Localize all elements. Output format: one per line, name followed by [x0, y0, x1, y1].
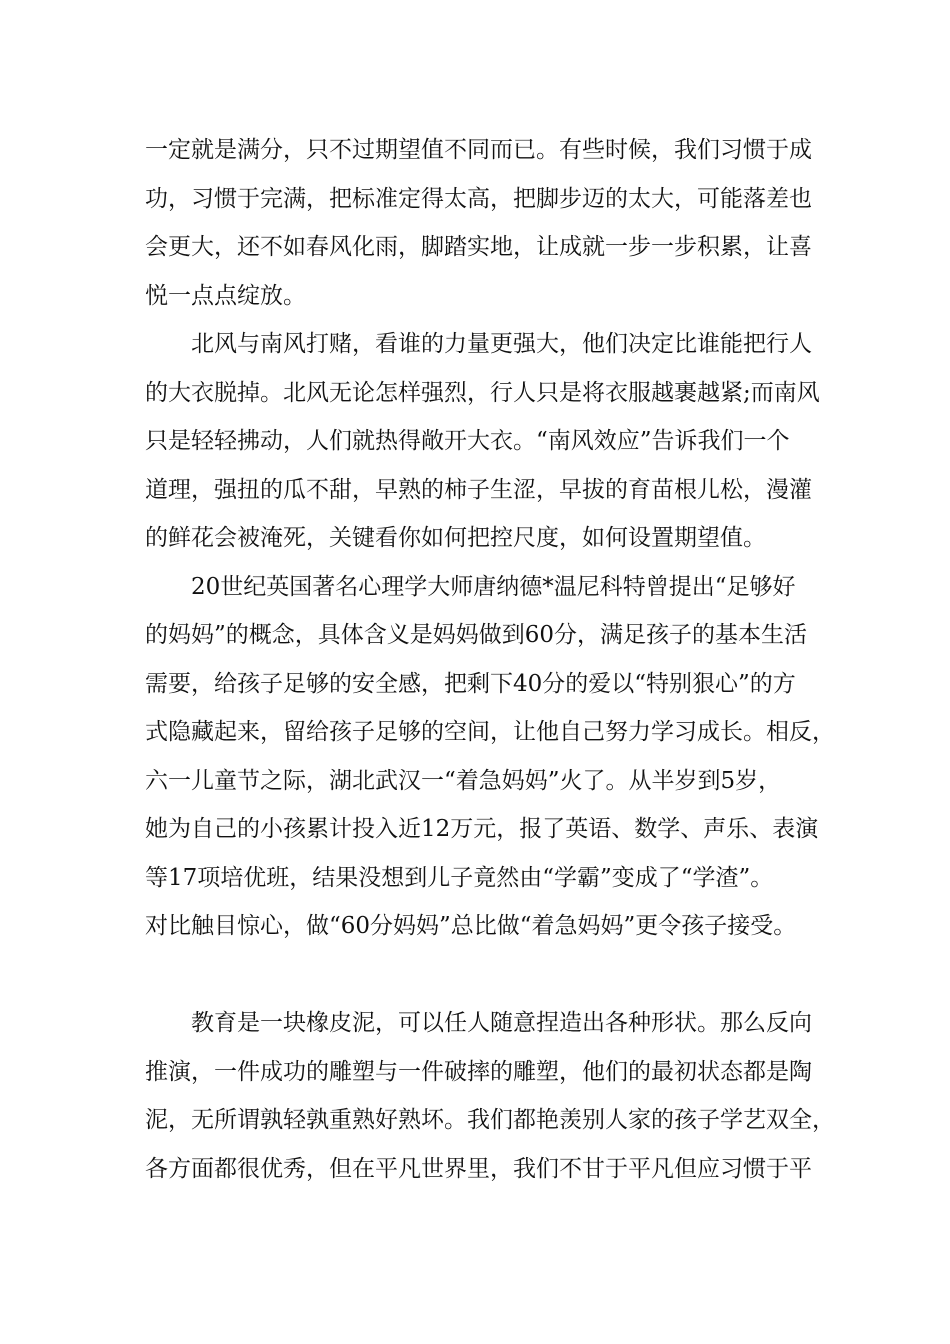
text-line: 的妈妈”的概念，具体含义是妈妈做到60分，满足孩子的基本生活: [145, 622, 808, 648]
text-line: 式隐藏起来，留给孩子足够的空间，让他自己努力学习成长。相反，: [145, 719, 835, 745]
paragraph-2: [145, 320, 820, 563]
paragraph-gap: [145, 951, 820, 1000]
text-line: 北风与南风打赌，看谁的力量更强大，他们决定比谁能把行人: [191, 331, 812, 357]
text-line: 的鲜花会被淹死，关键看你如何把控尺度，如何设置期望值。: [145, 525, 766, 551]
text-line: 教育是一块橡皮泥，可以任人随意捏造出各种形状。那么反向: [191, 1010, 812, 1036]
text-line: 20世纪英国著名心理学大师唐纳德*温尼科特曾提出“足够好: [191, 573, 796, 600]
paragraph-1: [145, 126, 820, 320]
text-line: 会更大，还不如春风化雨，脚踏实地，让成就一步一步积累，让喜: [145, 234, 812, 260]
text-line: 需要，给孩子足够的安全感，把剩下40分的爱以“特别狠心”的方: [145, 670, 796, 697]
text-line: 功，习惯于完满，把标准定得太高，把脚步迈的太大，可能落差也: [145, 185, 812, 212]
paragraph-4: [145, 999, 835, 1193]
text-line: 泥，无所谓孰轻孰重熟好熟坏。我们都艳羡别人家的孩子学艺双全，: [145, 1107, 835, 1133]
text-line: 只是轻轻拂动，人们就热得敞开大衣。“南风效应”告诉我们一个: [145, 428, 790, 454]
text-line: 六一儿童节之际，湖北武汉一“着急妈妈”火了。从半岁到5岁，: [145, 767, 782, 794]
text-line: 悦一点点绽放。: [145, 282, 306, 309]
text-line: 一定就是满分，只不过期望值不同而已。有些时候，我们习惯于成: [145, 137, 812, 163]
text-line: 道理，强扭的瓜不甜，早熟的柿子生涩，早拔的育苗根儿松，漫灌: [145, 476, 812, 503]
body-text: [145, 126, 835, 1193]
paragraph-3: [145, 563, 835, 951]
text-line: 各方面都很优秀，但在平凡世界里，我们不甘于平凡但应习惯于平: [145, 1155, 812, 1182]
text-line: 她为自己的小孩累计投入近12万元，报了英语、数学、声乐、表演: [145, 816, 819, 842]
text-line: 推演，一件成功的雕塑与一件破摔的雕塑，他们的最初状态都是陶: [145, 1058, 812, 1085]
text-line: 对比触目惊心，做“60分妈妈”总比做“着急妈妈”更令孩子接受。: [145, 913, 797, 939]
text-line: 的大衣脱掉。北风无论怎样强烈，行人只是将衣服越裹越紧;而南风: [145, 379, 820, 406]
text-line: 等17项培优班，结果没想到儿子竟然由“学霸”变成了“学渣”。: [145, 864, 774, 891]
